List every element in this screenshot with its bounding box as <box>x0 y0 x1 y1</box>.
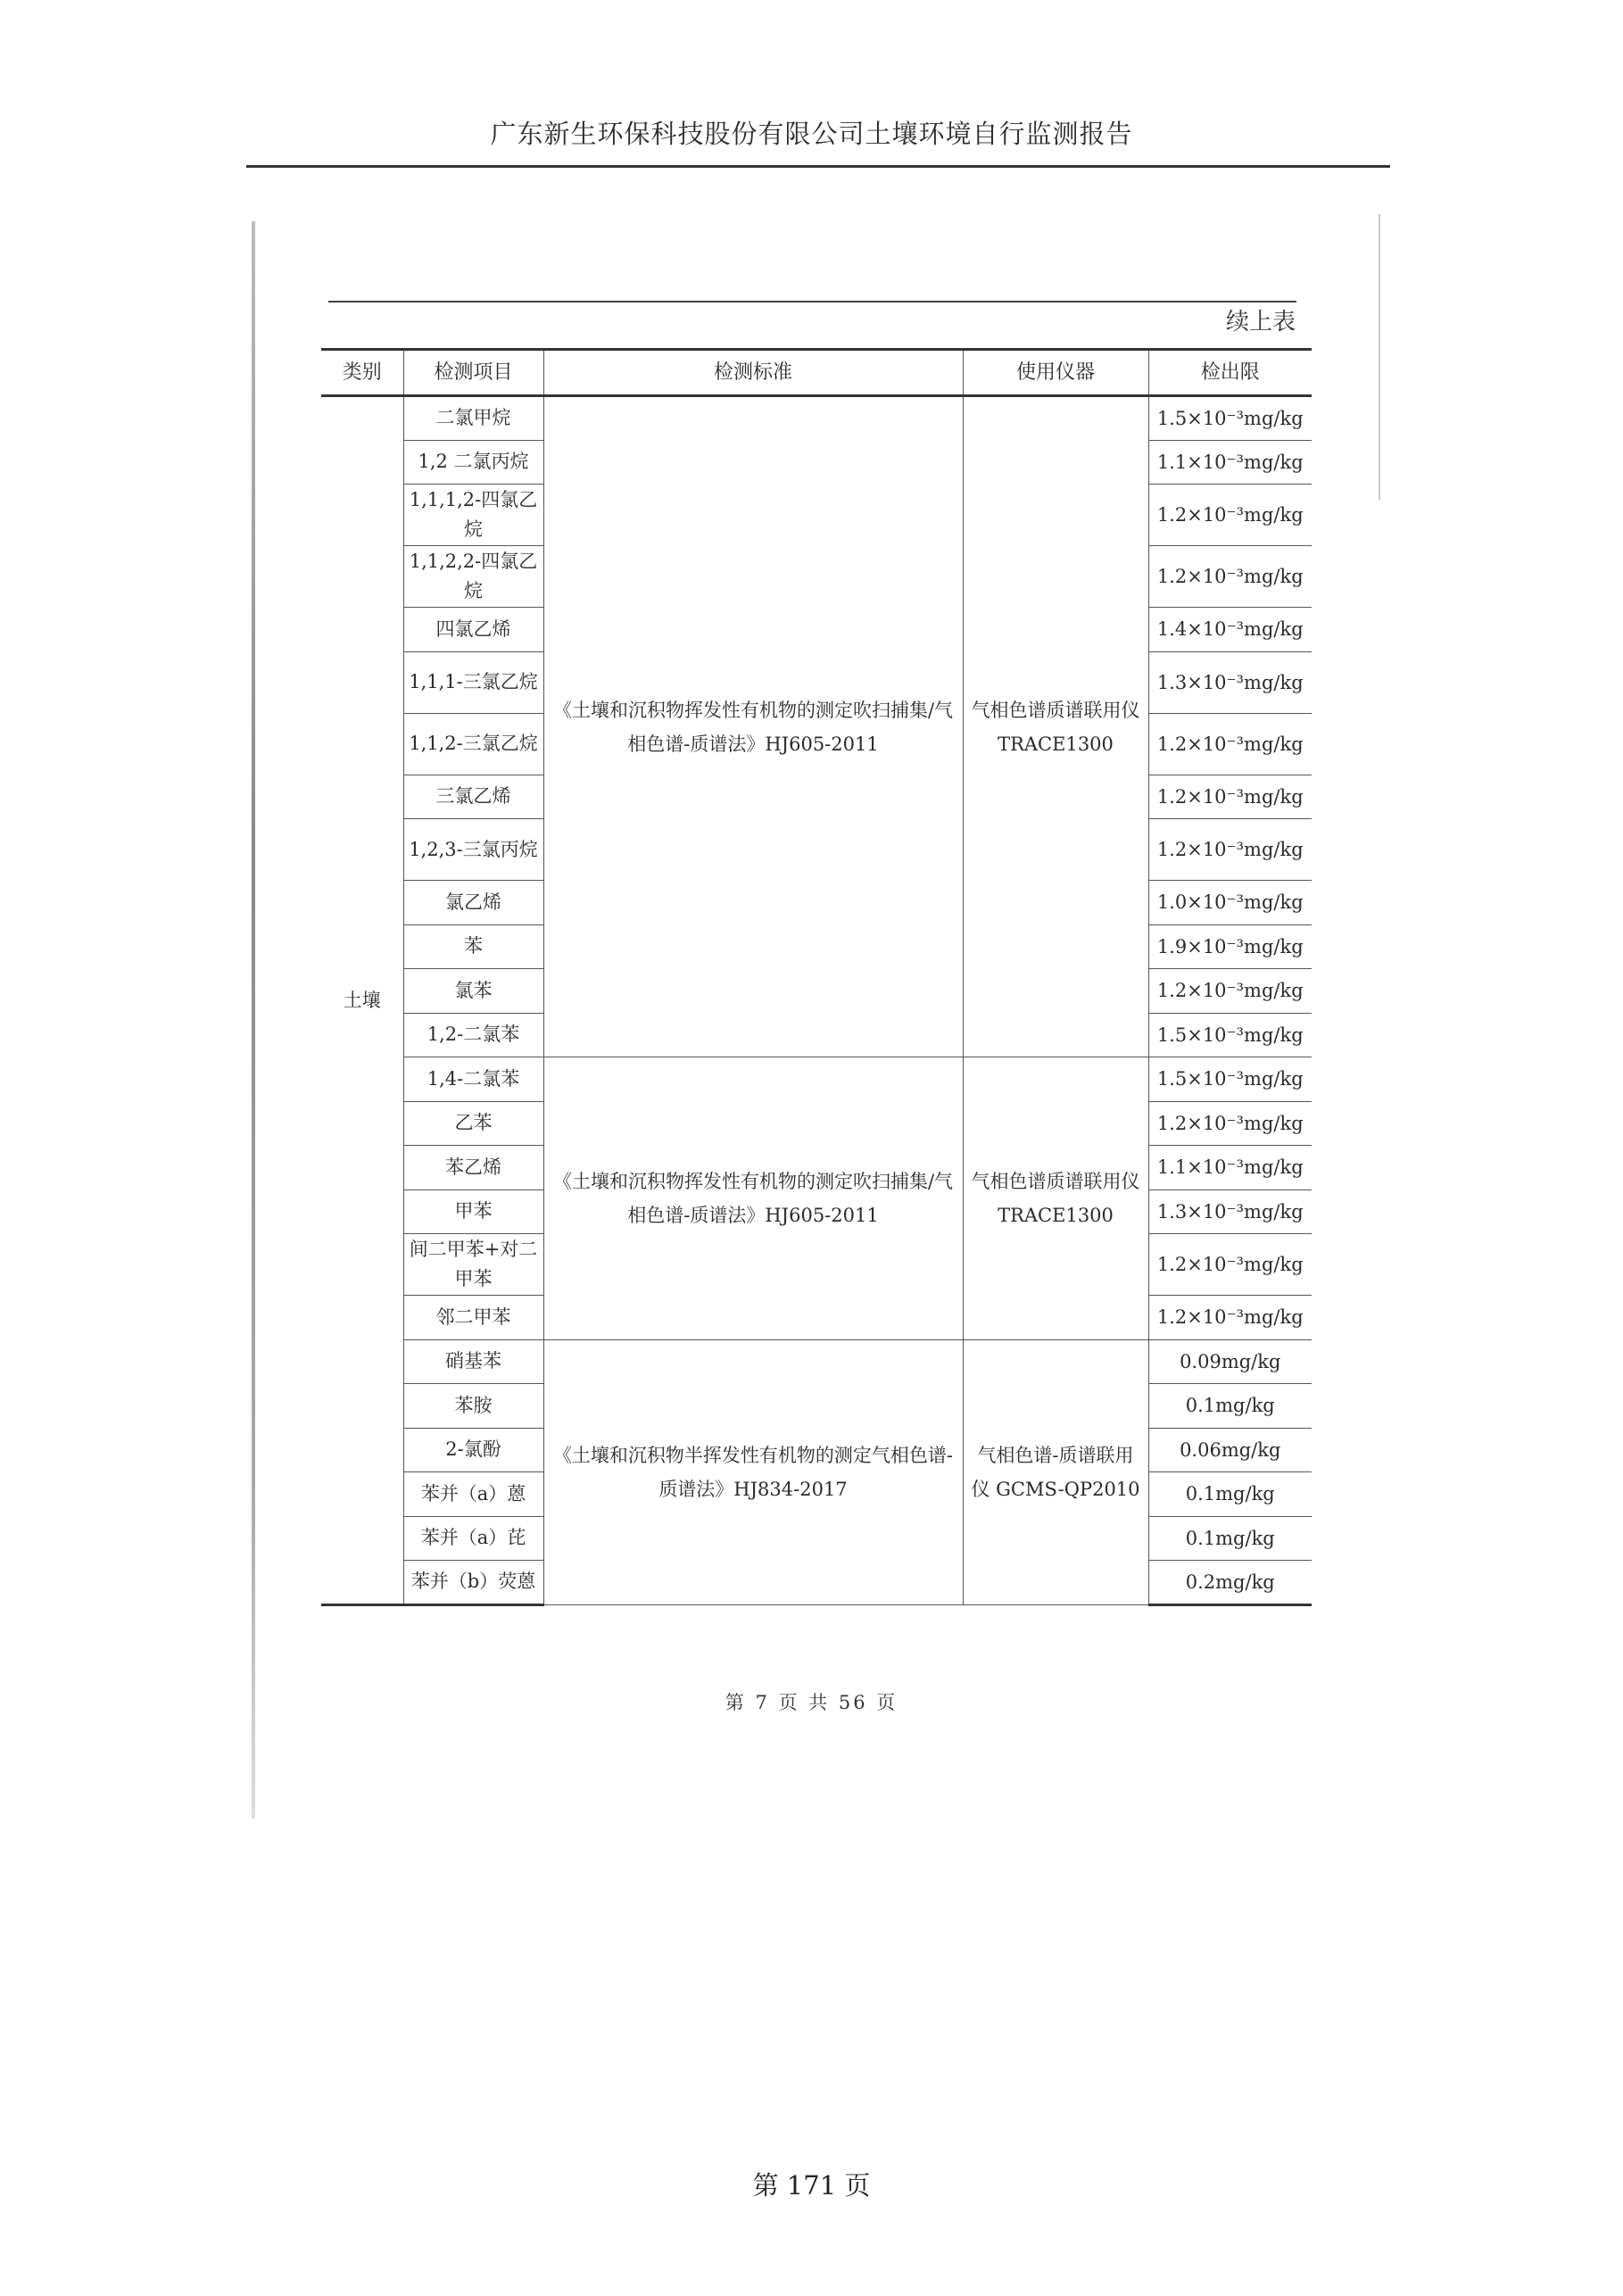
item-cell: 邻二甲苯 <box>403 1296 543 1340</box>
limit-cell: 0.2mg/kg <box>1148 1561 1312 1605</box>
limit-cell: 1.2×10⁻³mg/kg <box>1148 775 1312 819</box>
item-cell: 1,2 二氯丙烷 <box>403 440 543 485</box>
instrument-cell: 气相色谱质谱联用仪 TRACE1300 <box>963 396 1148 1057</box>
item-cell: 苯胺 <box>403 1384 543 1429</box>
item-cell: 1,1,2-三氯乙烷 <box>403 713 543 775</box>
outer-page-number: 第 171 页 <box>752 2170 871 2201</box>
limit-cell: 1.2×10⁻³mg/kg <box>1148 1296 1312 1340</box>
inner-page-top-rule <box>328 301 1296 303</box>
detection-methods-table <box>321 348 1312 1606</box>
continued-table-label: 续上表 <box>1225 309 1296 336</box>
instrument-cell: 气相色谱-质谱联用仪 GCMS-QP2010 <box>963 1339 1148 1604</box>
limit-cell: 0.1mg/kg <box>1148 1472 1312 1517</box>
item-cell: 1,1,1,2-四氯乙烷 <box>403 485 543 546</box>
item-cell: 二氯甲烷 <box>403 396 543 441</box>
item-cell: 1,1,1-三氯乙烷 <box>403 651 543 713</box>
item-cell: 乙苯 <box>403 1101 543 1146</box>
limit-cell: 1.5×10⁻³mg/kg <box>1148 396 1312 441</box>
item-cell: 甲苯 <box>403 1189 543 1234</box>
limit-cell: 1.1×10⁻³mg/kg <box>1148 1146 1312 1190</box>
item-cell: 2-氯酚 <box>403 1428 543 1472</box>
item-cell: 1,1,2,2-四氯乙烷 <box>403 546 543 608</box>
table-row <box>321 1339 1312 1384</box>
limit-cell: 1.4×10⁻³mg/kg <box>1148 608 1312 652</box>
item-cell: 三氯乙烯 <box>403 775 543 819</box>
limit-cell: 1.5×10⁻³mg/kg <box>1148 1057 1312 1102</box>
inner-page-number: 第 7 页 共 56 页 <box>725 1692 898 1713</box>
limit-cell: 1.2×10⁻³mg/kg <box>1148 713 1312 775</box>
limit-cell: 0.1mg/kg <box>1148 1516 1312 1561</box>
item-cell: 间二甲苯+对二甲苯 <box>403 1234 543 1296</box>
scan-page-edge-left <box>252 221 255 1819</box>
table-row <box>321 1057 1312 1102</box>
scan-page-edge-right <box>1379 214 1380 500</box>
limit-cell: 1.9×10⁻³mg/kg <box>1148 924 1312 969</box>
standard-cell: 《土壤和沉积物挥发性有机物的测定吹扫捕集/气相色谱-质谱法》HJ605-2011 <box>543 396 963 1057</box>
item-cell: 苯并（a）芘 <box>403 1516 543 1561</box>
item-cell: 氯乙烯 <box>403 881 543 925</box>
limit-cell: 1.5×10⁻³mg/kg <box>1148 1013 1312 1057</box>
item-cell: 苯并（b）荧蒽 <box>403 1561 543 1605</box>
limit-cell: 1.0×10⁻³mg/kg <box>1148 881 1312 925</box>
table-row <box>321 396 1312 441</box>
item-cell: 苯乙烯 <box>403 1146 543 1190</box>
standard-cell: 《土壤和沉积物半挥发性有机物的测定气相色谱-质谱法》HJ834-2017 <box>543 1339 963 1604</box>
limit-cell: 1.3×10⁻³mg/kg <box>1148 1189 1312 1234</box>
limit-cell: 1.3×10⁻³mg/kg <box>1148 651 1312 713</box>
item-cell: 1,4-二氯苯 <box>403 1057 543 1102</box>
item-cell: 氯苯 <box>403 969 543 1014</box>
limit-cell: 1.2×10⁻³mg/kg <box>1148 546 1312 608</box>
item-cell: 硝基苯 <box>403 1339 543 1384</box>
limit-cell: 1.2×10⁻³mg/kg <box>1148 819 1312 881</box>
table-header-row <box>321 350 1312 396</box>
limit-cell: 0.1mg/kg <box>1148 1384 1312 1429</box>
limit-cell: 0.09mg/kg <box>1148 1339 1312 1384</box>
item-cell: 四氯乙烯 <box>403 608 543 652</box>
limit-cell: 1.1×10⁻³mg/kg <box>1148 440 1312 485</box>
column-header-item: 检测项目 <box>403 350 543 396</box>
standard-cell: 《土壤和沉积物挥发性有机物的测定吹扫捕集/气相色谱-质谱法》HJ605-2011 <box>543 1057 963 1340</box>
item-cell: 苯 <box>403 924 543 969</box>
column-header-detection-limit: 检出限 <box>1148 350 1312 396</box>
item-cell: 1,2,3-三氯丙烷 <box>403 819 543 881</box>
limit-cell: 1.2×10⁻³mg/kg <box>1148 1234 1312 1296</box>
limit-cell: 1.2×10⁻³mg/kg <box>1148 1101 1312 1146</box>
item-cell: 苯并（a）蒽 <box>403 1472 543 1517</box>
limit-cell: 0.06mg/kg <box>1148 1428 1312 1472</box>
column-header-standard: 检测标准 <box>543 350 963 396</box>
limit-cell: 1.2×10⁻³mg/kg <box>1148 485 1312 546</box>
item-cell: 1,2-二氯苯 <box>403 1013 543 1057</box>
limit-cell: 1.2×10⁻³mg/kg <box>1148 969 1312 1014</box>
column-header-instrument: 使用仪器 <box>963 350 1148 396</box>
category-cell: 土壤 <box>321 396 403 1605</box>
header-divider <box>246 165 1390 168</box>
column-header-category: 类别 <box>321 350 403 396</box>
report-header-title: 广东新生环保科技股份有限公司土壤环境自行监测报告 <box>490 119 1133 149</box>
instrument-cell: 气相色谱质谱联用仪 TRACE1300 <box>963 1057 1148 1340</box>
